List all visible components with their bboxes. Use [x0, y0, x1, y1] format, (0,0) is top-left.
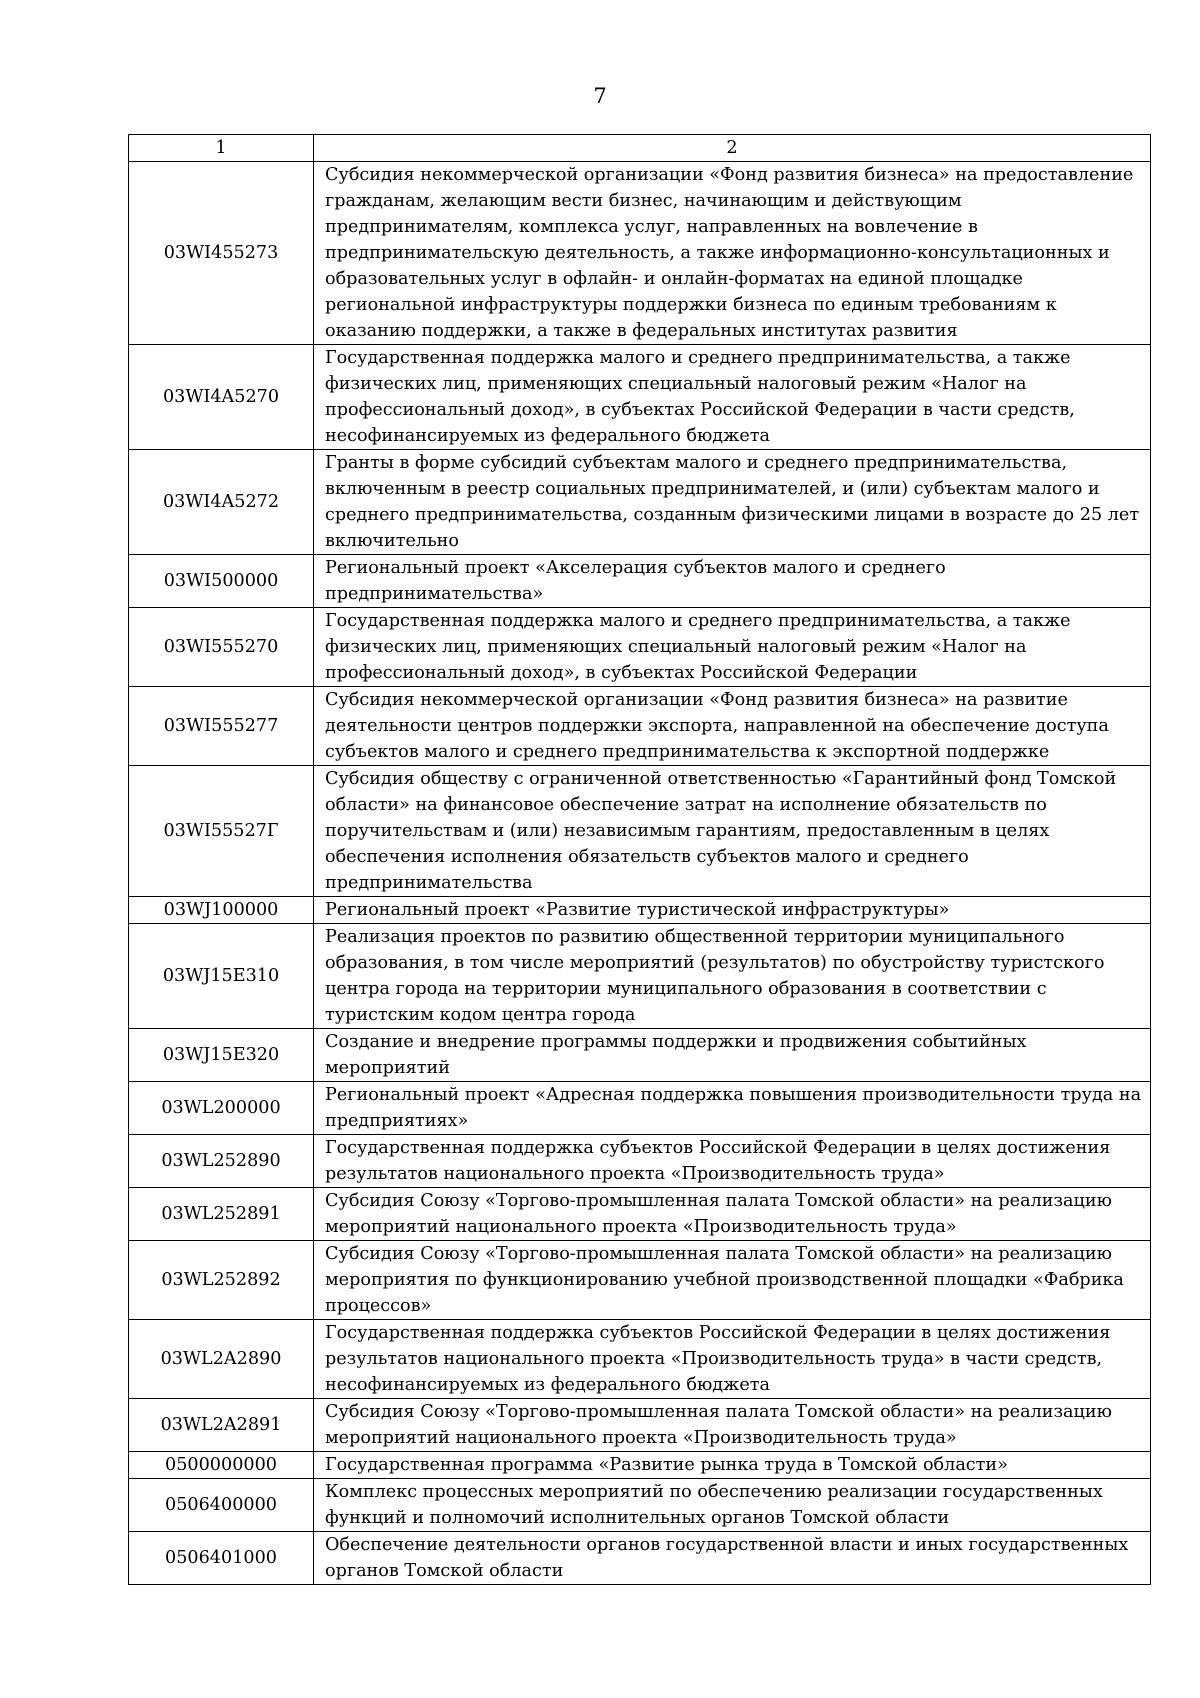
table-row: [129, 1452, 1151, 1479]
row-code: 03WJ15E310: [129, 924, 314, 1029]
table-row: [129, 555, 1151, 608]
row-description: Государственная поддержка субъектов Российской Федерации в целях достижения результатов национального проекта «Производительность труда»: [314, 1135, 1151, 1188]
row-code: 03WJ15E320: [129, 1029, 314, 1082]
table-row: [129, 1399, 1151, 1452]
row-description: Региональный проект «Акселерация субъектов малого и среднего предпринимательства»: [314, 555, 1151, 608]
row-description: Субсидия некоммерческой организации «Фонд развития бизнеса» на развитие деятельности центров поддержки экспорта, направленной на обеспечение доступа субъектов малого и среднего предпринимательства к экспортной поддержке: [314, 687, 1151, 766]
row-code: 03WI455273: [129, 162, 314, 345]
row-code: 03WL200000: [129, 1082, 314, 1135]
row-code: 03WI55527Г: [129, 766, 314, 897]
table-row: [129, 1188, 1151, 1241]
row-description: Региональный проект «Адресная поддержка повышения производительности труда на предприятиях»: [314, 1082, 1151, 1135]
table-header-row: [129, 135, 1151, 162]
table-row: [129, 766, 1151, 897]
row-description: Реализация проектов по развитию общественной территории муниципального образования, в том числе мероприятий (результатов) по обустройству туристского центра города на территории муниципального образования в соответствии с туристским кодом центра города: [314, 924, 1151, 1029]
row-code: 0506400000: [129, 1479, 314, 1532]
row-description: Государственная поддержка малого и среднего предпринимательства, а также физических лиц, применяющих специальный налоговый режим «Налог на профессиональный доход», в субъектах Российской Федерации в части средств, несофинансируемых из федерального бюджета: [314, 345, 1151, 450]
page-number: 7: [593, 84, 607, 108]
table-row: [129, 608, 1151, 687]
row-code: 03WL252890: [129, 1135, 314, 1188]
row-description: Государственная поддержка субъектов Российской Федерации в целях достижения результатов национального проекта «Производительность труда» в части средств, несофинансируемых из федерального бюджета: [314, 1320, 1151, 1399]
table-row: [129, 687, 1151, 766]
column-header-description: 2: [314, 135, 1151, 162]
row-description: Субсидия обществу с ограниченной ответственностью «Гарантийный фонд Томской области» на финансовое обеспечение затрат на исполнение обязательств по поручительствам и (или) независимым гарантиям, предоставленным в целях обеспечения исполнения обязательств субъектов малого и среднего предпринимательства: [314, 766, 1151, 897]
table-row: [129, 1135, 1151, 1188]
table-row: [129, 1479, 1151, 1532]
table-row: [129, 345, 1151, 450]
row-description: Обеспечение деятельности органов государственной власти и иных государственных органов Томской области: [314, 1532, 1151, 1585]
row-code: 03WJ100000: [129, 897, 314, 924]
table-row: [129, 1029, 1151, 1082]
table-row: [129, 450, 1151, 555]
row-code: 03WL2A2890: [129, 1320, 314, 1399]
table-row: [129, 1532, 1151, 1585]
row-code: 03WL252892: [129, 1241, 314, 1320]
table-row: [129, 897, 1151, 924]
row-description: Субсидия Союзу «Торгово-промышленная палата Томской области» на реализацию мероприятий национального проекта «Производительность труда»: [314, 1399, 1151, 1452]
row-code: 0506401000: [129, 1532, 314, 1585]
table-row: [129, 924, 1151, 1029]
row-description: Субсидия Союзу «Торгово-промышленная палата Томской области» на реализацию мероприятий национального проекта «Производительность труда»: [314, 1188, 1151, 1241]
row-description: Гранты в форме субсидий субъектам малого и среднего предпринимательства, включенным в реестр социальных предпринимателей, и (или) субъектам малого и среднего предпринимательства, созданным физическими лицами в возрасте до 25 лет включительно: [314, 450, 1151, 555]
row-code: 03WL2A2891: [129, 1399, 314, 1452]
row-description: Государственная поддержка малого и среднего предпринимательства, а также физических лиц, применяющих специальный налоговый режим «Налог на профессиональный доход», в субъектах Российской Федерации: [314, 608, 1151, 687]
table-row: [129, 162, 1151, 345]
row-code: 03WL252891: [129, 1188, 314, 1241]
row-description: Государственная программа «Развитие рынка труда в Томской области»: [314, 1452, 1151, 1479]
budget-classification-table: [128, 134, 1151, 1585]
row-code: 03WI555270: [129, 608, 314, 687]
table-row: [129, 1241, 1151, 1320]
row-code: 03WI4A5272: [129, 450, 314, 555]
row-code: 0500000000: [129, 1452, 314, 1479]
row-description: Субсидия некоммерческой организации «Фонд развития бизнеса» на предоставление гражданам, желающим вести бизнес, начинающим и действующим предпринимателям, комплекса услуг, направленных на вовлечение в предпринимательскую деятельность, а также информационно-консультационных и образовательных услуг в офлайн- и онлайн-форматах на единой площадке региональной инфраструктуры поддержки бизнеса по единым требованиям к оказанию поддержки, а также в федеральных институтах развития: [314, 162, 1151, 345]
row-code: 03WI500000: [129, 555, 314, 608]
row-code: 03WI4A5270: [129, 345, 314, 450]
table-row: [129, 1082, 1151, 1135]
row-description: Создание и внедрение программы поддержки и продвижения событийных мероприятий: [314, 1029, 1151, 1082]
row-description: Комплекс процессных мероприятий по обеспечению реализации государственных функций и полномочий исполнительных органов Томской области: [314, 1479, 1151, 1532]
column-header-code: 1: [129, 135, 314, 162]
row-code: 03WI555277: [129, 687, 314, 766]
row-description: Субсидия Союзу «Торгово-промышленная палата Томской области» на реализацию мероприятия по функционированию учебной производственной площадки «Фабрика процессов»: [314, 1241, 1151, 1320]
row-description: Региональный проект «Развитие туристической инфраструктуры»: [314, 897, 1151, 924]
table-row: [129, 1320, 1151, 1399]
